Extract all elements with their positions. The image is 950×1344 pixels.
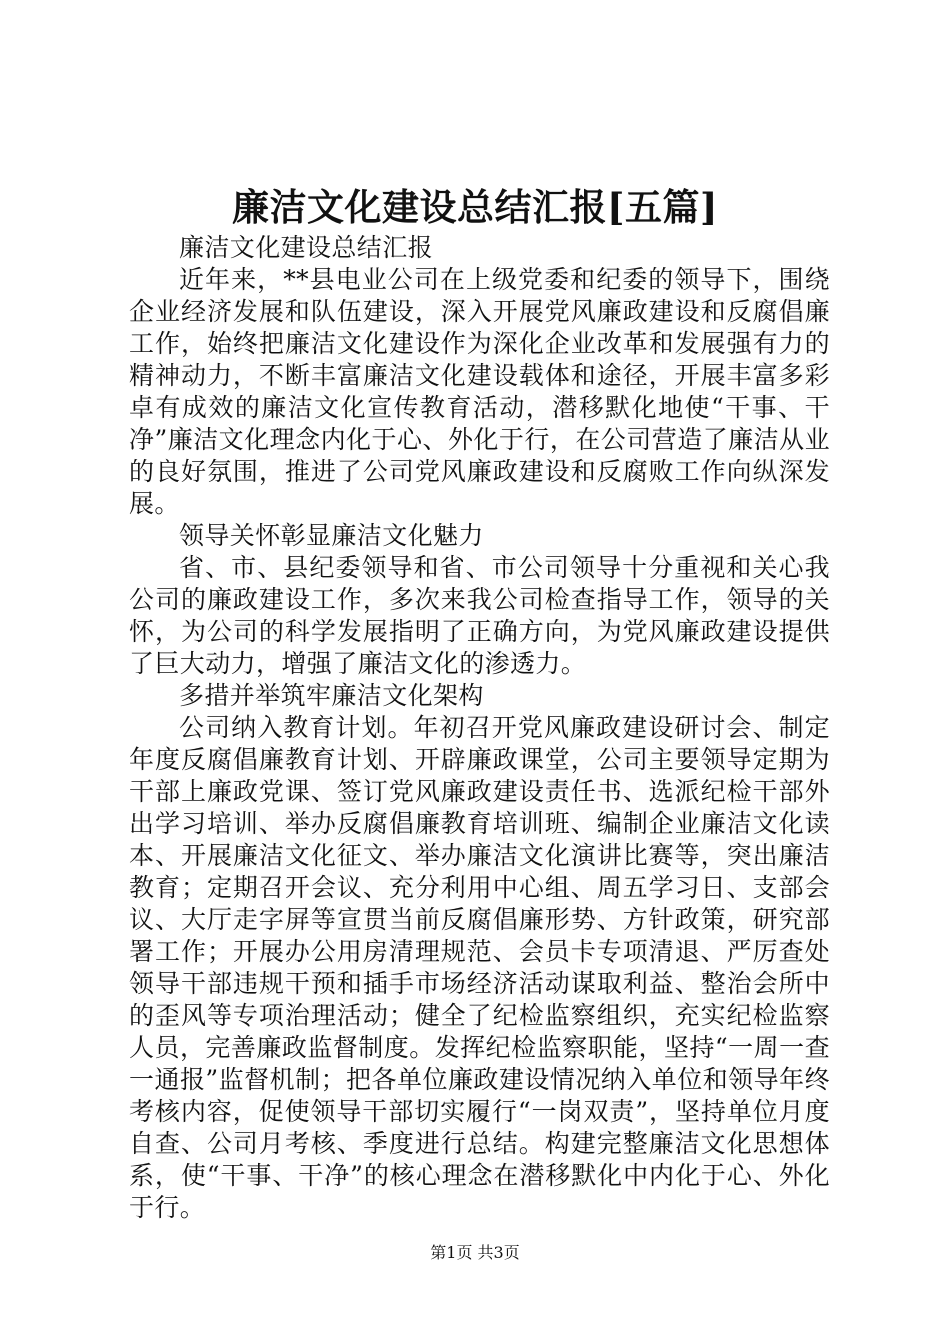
section-heading: 多措并举筑牢廉洁文化架构 [179,681,484,710]
subtitle-paragraph: 廉洁文化建设总结汇报 [179,233,434,262]
page-number-footer: 第1页 共3页 [430,1243,520,1262]
body-paragraph: 省、市、县纪委领导和省、市公司领导十分重视和关心我公司的廉政建设工作，多次来我公司检查指导工作，领导的关怀，为公司的科学发展指明了正确方向，为党风廉政建设提供了巨大动力，增强了廉洁文化的渗透力。 [129,553,830,678]
document-title: 廉洁文化建设总结汇报[五篇] [231,185,718,229]
body-paragraph: 近年来，**县电业公司在上级党委和纪委的领导下，围绕企业经济发展和队伍建设，深入开展党风廉政建设和反腐倡廉工作，始终把廉洁文化建设作为深化企业改革和发展强有力的精神动力，不断丰富廉洁文化建设载体和途径，开展丰富多彩卓有成效的廉洁文化宣传教育活动，潜移默化地使“干事、干净”廉洁文化理念内化于心、外化于行，在公司营造了廉洁从业的良好氛围，推进了公司党风廉政建设和反腐败工作向纵深发展。 [129,265,830,518]
document-body [129,232,830,1224]
section-heading: 领导关怀彰显廉洁文化魅力 [179,521,484,550]
body-paragraph: 公司纳入教育计划。年初召开党风廉政建设研讨会、制定年度反腐倡廉教育计划、开辟廉政课堂，公司主要领导定期为干部上廉政党课、签订党风廉政建设责任书、选派纪检干部外出学习培训、举办反腐倡廉教育培训班、编制企业廉洁文化读本、开展廉洁文化征文、举办廉洁文化演讲比赛等，突出廉洁教育；定期召开会议、充分利用中心组、周五学习日、支部会议、大厅走字屏等宣贯当前反腐倡廉形势、方针政策，研究部署工作；开展办公用房清理规范、会员卡专项清退、严厉查处领导干部违规干预和插手市场经济活动谋取利益、整治会所中的歪风等专项治理活动；健全了纪检监察组织，充实纪检监察人员，完善廉政监督制度。发挥纪检监察职能，坚持“一周一查一通报”监督机制；把各单位廉政建设情况纳入单位和领导年终考核内容，促使领导干部切实履行“一岗双责”，坚持单位月度自查、公司月考核、季度进行总结。构建完整廉洁文化思想体系，使“干事、干净”的核心理念在潜移默化中内化于心、外化于行。 [129,713,830,1222]
